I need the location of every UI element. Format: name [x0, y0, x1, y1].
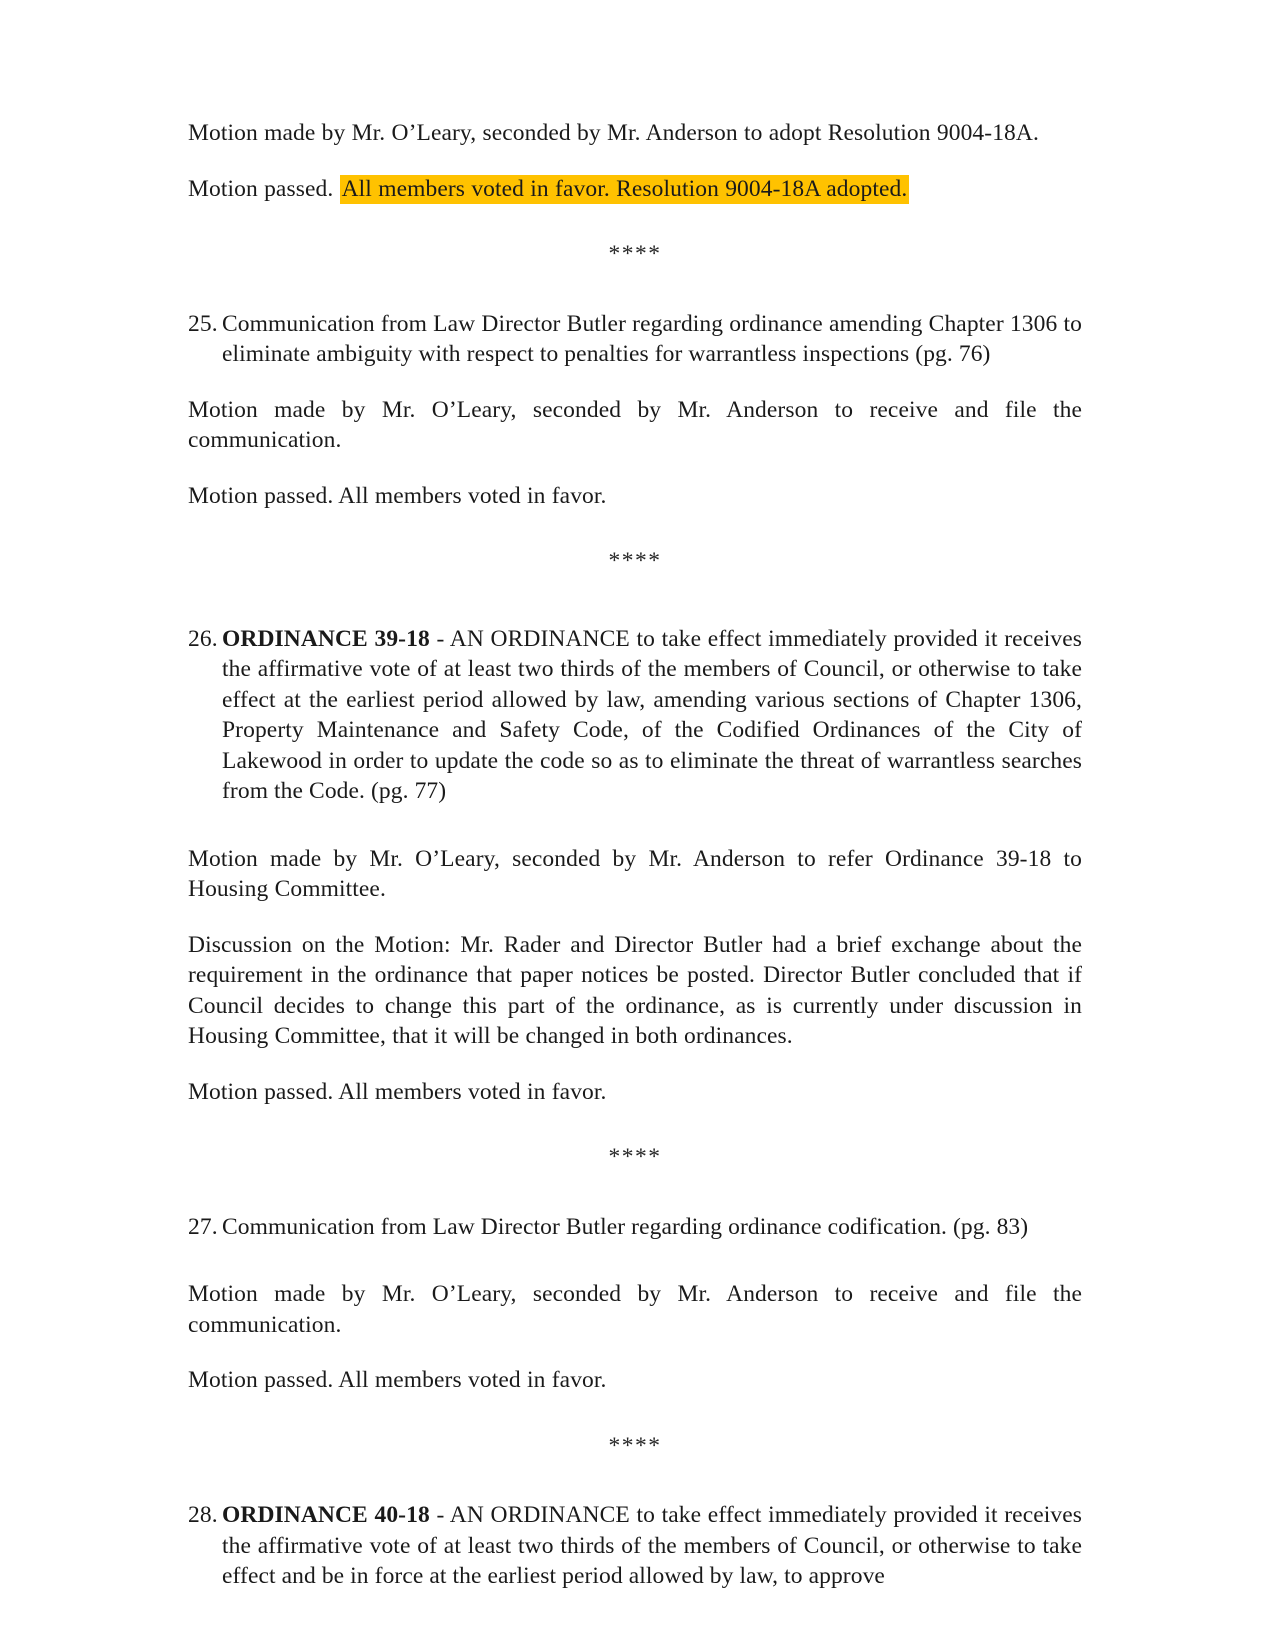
- agenda-item-26: [188, 624, 1082, 807]
- agenda-item-28-number: 28.: [188, 1502, 218, 1528]
- agenda-item-26-text: - AN ORDINANCE to take effect immediately provided it receives the affirmative vote of at least two thirds of the members of Council, or otherwise to take effect at the earliest period allowed by law, amending various sections of Chapter 1306, Property Maintenance and Safety Code, of the Codified Ordinances of the City of Lakewood in order to update the code so as to eliminate the threat of warrantless searches from the Code. (pg. 77): [222, 625, 1083, 804]
- agenda-item-25-text: Communication from Law Director Butler regarding ordinance amending Chapter 1306 to eliminate ambiguity with respect to penalties for warrantless inspections (pg. 76): [222, 310, 1082, 367]
- spacer: [188, 832, 1082, 844]
- motion-passed-prefix: Motion passed.: [188, 175, 334, 202]
- section-separator-2: [188, 548, 1082, 579]
- agenda-item-27-number: 27.: [188, 1213, 218, 1240]
- motion-passed-highlighted-paragraph: [188, 174, 1082, 205]
- motion-adopt-resolution-paragraph: Motion made by Mr. O’Leary, seconded by Mr. Anderson to adopt Resolution 9004-18A.: [188, 120, 1039, 146]
- motion-passed-25-paragraph: Motion passed. All members voted in favor.: [188, 482, 607, 509]
- agenda-item-27: [188, 1212, 1082, 1243]
- motion-passed-26-paragraph: Motion passed. All members voted in favor.: [188, 1078, 607, 1105]
- agenda-item-26-body: [222, 626, 1082, 805]
- agenda-item-25-number: 25.: [188, 310, 218, 337]
- spacer: [188, 297, 1082, 309]
- agenda-item-28-body: [222, 1502, 1082, 1589]
- motion-receive-file-27-paragraph: Motion made by Mr. O’Leary, seconded by Mr. Anderson to receive and file the communication.: [188, 1281, 1082, 1338]
- motion-receive-file-25-paragraph: Motion made by Mr. O’Leary, seconded by Mr. Anderson to receive and file the communication.: [188, 396, 1082, 453]
- section-separator-4: [188, 1433, 1082, 1464]
- agenda-item-28-ordinance-title: ORDINANCE 40-18: [222, 1502, 430, 1528]
- asterisk-separator: ****: [608, 1144, 662, 1170]
- spacer: [188, 1488, 1082, 1500]
- section-separator-1: [188, 241, 1082, 272]
- asterisk-separator: ****: [608, 1432, 662, 1459]
- spacer: [188, 1267, 1082, 1279]
- motion-refer-26-paragraph: Motion made by Mr. O’Leary, seconded by Mr. Anderson to refer Ordinance 39-18 to Housing Committee.: [188, 845, 1082, 902]
- discussion-26-paragraph: Discussion on the Motion: Mr. Rader and Director Butler had a brief exchange about the requirement in the ordinance that paper notices be posted. Director Butler concluded that if Council decides to change this part of the ordinance, as is currently under discussion in Housing Committee, that it will be changed in both ordinances.: [188, 931, 1082, 1049]
- section-separator-3: [188, 1144, 1082, 1175]
- page-content: [188, 118, 1082, 1617]
- asterisk-separator: ****: [608, 241, 662, 267]
- agenda-item-28: [188, 1500, 1082, 1592]
- highlighted-text: All members voted in favor. Resolution 9004-18A adopted.: [341, 175, 908, 202]
- agenda-item-25: [188, 309, 1082, 370]
- agenda-item-28-text: - AN ORDINANCE to take effect immediately provided it receives the affirmative vote of at least two thirds of the members of Council, or otherwise to take effect and be in force at the earliest period allowed by law, to approve: [222, 1502, 1083, 1589]
- motion-passed-27-paragraph: Motion passed. All members voted in favor.: [188, 1367, 607, 1393]
- agenda-item-27-text: Communication from Law Director Butler regarding ordinance codification. (pg. 83): [222, 1213, 1029, 1240]
- spacer: [188, 604, 1082, 624]
- asterisk-separator: ****: [608, 548, 662, 574]
- agenda-item-26-ordinance-title: ORDINANCE 39-18: [222, 625, 430, 652]
- spacer: [188, 1200, 1082, 1212]
- agenda-item-26-number: 26.: [188, 625, 218, 652]
